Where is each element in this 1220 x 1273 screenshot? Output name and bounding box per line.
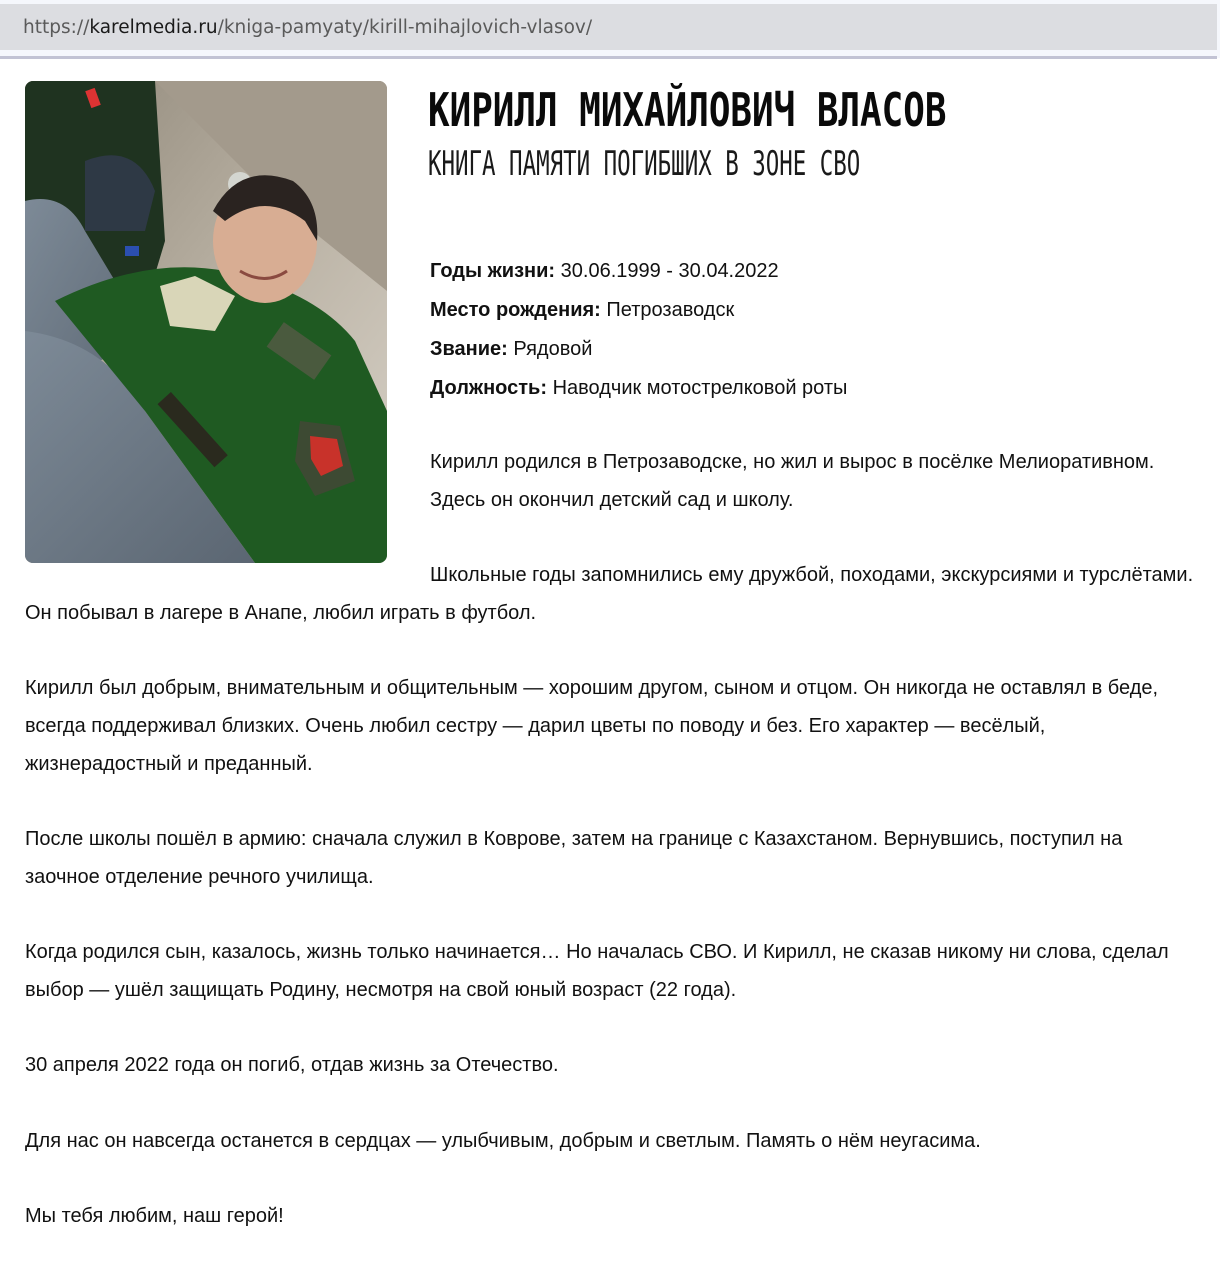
address-bar[interactable]	[0, 4, 1217, 50]
fact-position	[430, 369, 847, 408]
paragraph: Кирилл был добрым, внимательным и общительным — хорошим другом, сыном и отцом. Он никогда не оставлял в беде, всегда поддерживал близких. Очень любил сестру — дарил цветы по поводу и без. Его характер — весёлый, жизнерадостный и преданный.	[25, 677, 1159, 775]
page-subtitle: КНИГА ПАМЯТИ ПОГИБШИХ В ЗОНЕ СВО	[428, 144, 861, 184]
fact-value: Наводчик мотострелковой роты	[552, 377, 848, 399]
paragraph: После школы пошёл в армию: сначала служил в Коврове, затем на границе с Казахстаном. Вернувшись, поступил на заочное отделение речного училища.	[25, 827, 1123, 888]
fact-rank	[430, 330, 847, 369]
fact-value: Рядовой	[513, 338, 593, 360]
fact-label: Место рождения:	[430, 299, 601, 321]
fact-life-years	[430, 252, 847, 291]
url-domain: karelmedia.ru	[89, 16, 218, 38]
url-prefix: https://	[23, 16, 90, 38]
fact-label: Звание:	[430, 338, 508, 360]
biography-text	[25, 444, 1200, 1273]
paragraph: Для нас он навсегда останется в сердцах — улыбчивым, добрым и светлым. Память о нём неугасима.	[25, 1129, 981, 1152]
page-title: КИРИЛЛ МИХАЙЛОВИЧ ВЛАСОВ	[428, 83, 947, 137]
fact-label: Годы жизни:	[430, 260, 556, 282]
fact-value: Петрозаводск	[606, 299, 735, 321]
paragraph: 30 апреля 2022 года он погиб, отдав жизнь за Отечество.	[25, 1054, 559, 1077]
photo-wrap-spacer	[25, 444, 430, 564]
fact-birthplace	[430, 291, 847, 330]
paragraph: Когда родился сын, казалось, жизнь только начинается… Но началась СВО. И Кирилл, не сказав никому ни слова, сделал выбор — ушёл защищать Родину, несмотря на свой юный возраст (22 года).	[25, 941, 1169, 1001]
paragraph: Кирилл родился в Петрозаводске, но жил и вырос в посёлке Мелиоративном. Здесь он окончил детский сад и школу.	[430, 451, 1155, 511]
fact-value: 30.06.1999 - 30.04.2022	[560, 260, 779, 282]
address-bar-divider	[0, 56, 1217, 59]
paragraph: Мы тебя любим, наш герой!	[25, 1204, 284, 1227]
fact-label: Должность:	[430, 377, 548, 399]
bio-facts	[430, 252, 847, 408]
paragraph: Школьные годы запомнились ему дружбой, походами, экскурсиями и турслётами. Он побывал в лагере в Анапе, любил играть в футбол.	[25, 564, 1194, 624]
url-path: /kniga-pamyaty/kirill-mihajlovich-vlasov/	[217, 16, 593, 38]
